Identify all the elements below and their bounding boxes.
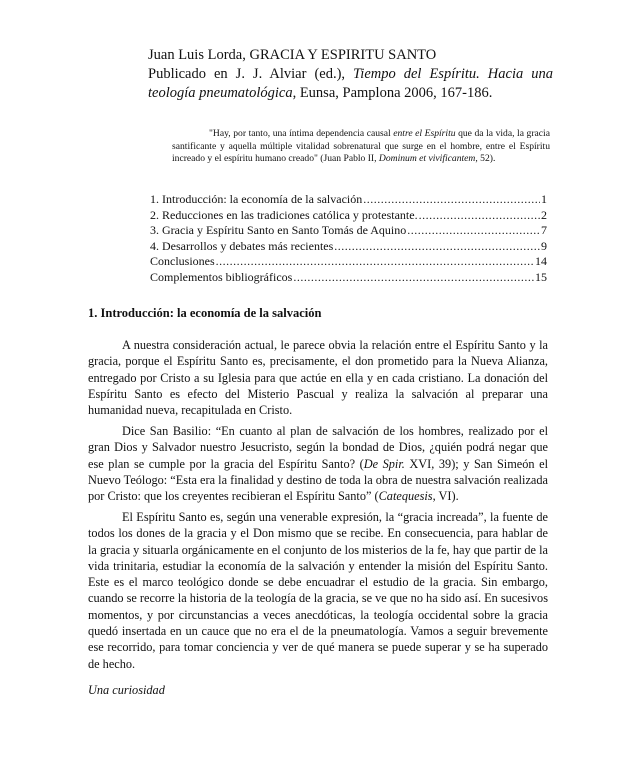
- toc-leader: [293, 270, 534, 285]
- toc-item[interactable]: Complementos bibliográficos ..... 15: [150, 270, 547, 286]
- toc-leader: [216, 254, 534, 269]
- paragraph-1: A nuestra consideración actual, le parece obvia la relación entre el Espíritu Santo y la gracia, porque el Espíritu Santo es, precisamente, el don prometido para la Nueva Alianza, entregado por Cristo a su Iglesia para que actúe en ella y en cada cristiano. La donación del Espíritu Santo es efecto del Misterio Pascual y realiza la salvación al preparar una humanidad nueva, recapitulada en Cristo.: [88, 338, 548, 418]
- toc-leader: [363, 192, 540, 207]
- subsection-heading: Una curiosidad: [88, 683, 165, 697]
- toc-item[interactable]: 3. Gracia y Espíritu Santo en Santo Tomás de Aquino ..... 7: [150, 223, 547, 239]
- table-of-contents: [150, 192, 547, 286]
- toc-leader: [419, 208, 540, 223]
- epigraph: "Hay, por tanto, una íntima dependencia causal entre el Espíritu que da la vida, la gracia santificante y aquella múltiple vitalidad sobrenatural que surge en el hombre, entre el Espíritu increado y el espíritu humano creado" (Juan Pablo II, Dominum et vivificantem, 52).: [172, 128, 550, 165]
- toc-leader: [334, 239, 540, 254]
- toc-leader: [407, 223, 540, 238]
- toc-item[interactable]: 2. Reducciones en las tradiciones católica y protestante. ..... 2: [150, 208, 547, 224]
- toc-item[interactable]: 1. Introducción: la economía de la salvación ..... 1: [150, 192, 547, 208]
- section-heading: 1. Introducción: la economía de la salvación: [88, 306, 322, 320]
- paragraph-3: El Espíritu Santo es, según una venerable expresión, la “gracia increada”, la fuente de todos los dones de la gracia y el Don mismo que se recibe. En consecuencia, para hablar de la gracia y situarla orgánicamente en el conjunto de los misterios de la fe, hay que partir de la vida trinitaria, estudiar la economía de la salvación y entender la misión del Espíritu Santo. Este es el marco teológico donde se debe encuadrar el estudio de la gracia. Sin embargo, cuando se recorre la historia de la teología de la gracia, se ve que no ha sido así. En sucesivos momentos, y por circunstancias a veces anecdóticas, la teología occidental sobre la gracia quedó insertada en un cauce que no era el de la pneumatología. Vamos a seguir brevemente ese recorrido, para tomar conciencia y ver de qué manera se puede superar y se ha superado de hecho.: [88, 510, 548, 671]
- publication-line-cont: teología pneumatológica, Eunsa, Pamplona 2006, 167-186.: [148, 85, 493, 101]
- toc-item[interactable]: Conclusiones ..... 14: [150, 254, 547, 270]
- toc-item[interactable]: 4. Desarrollos y debates más recientes ..... 9: [150, 239, 547, 255]
- publication-line: Publicado en J. J. Alviar (ed.), Tiempo del Espíritu. Hacia una: [148, 66, 553, 82]
- document-title: Juan Luis Lorda, GRACIA Y ESPIRITU SANTO: [148, 47, 437, 63]
- paragraph-2: Dice San Basilio: “En cuanto al plan de salvación de los hombres, realizado por el gran Dios y Salvador nuestro Jesucristo, según la bondad de Dios, ¿quién podrá negar que ese plan se cumple por la gracia del Espíritu Santo? (De Spir. XVI, 39); y San Simeón el Nuevo Teólogo: “Esta era la finalidad y destino de toda la obra de nuestra salvación realizada por Cristo: que los creyentes recibieran el Espíritu Santo” (Catequesis, VI).: [88, 424, 548, 504]
